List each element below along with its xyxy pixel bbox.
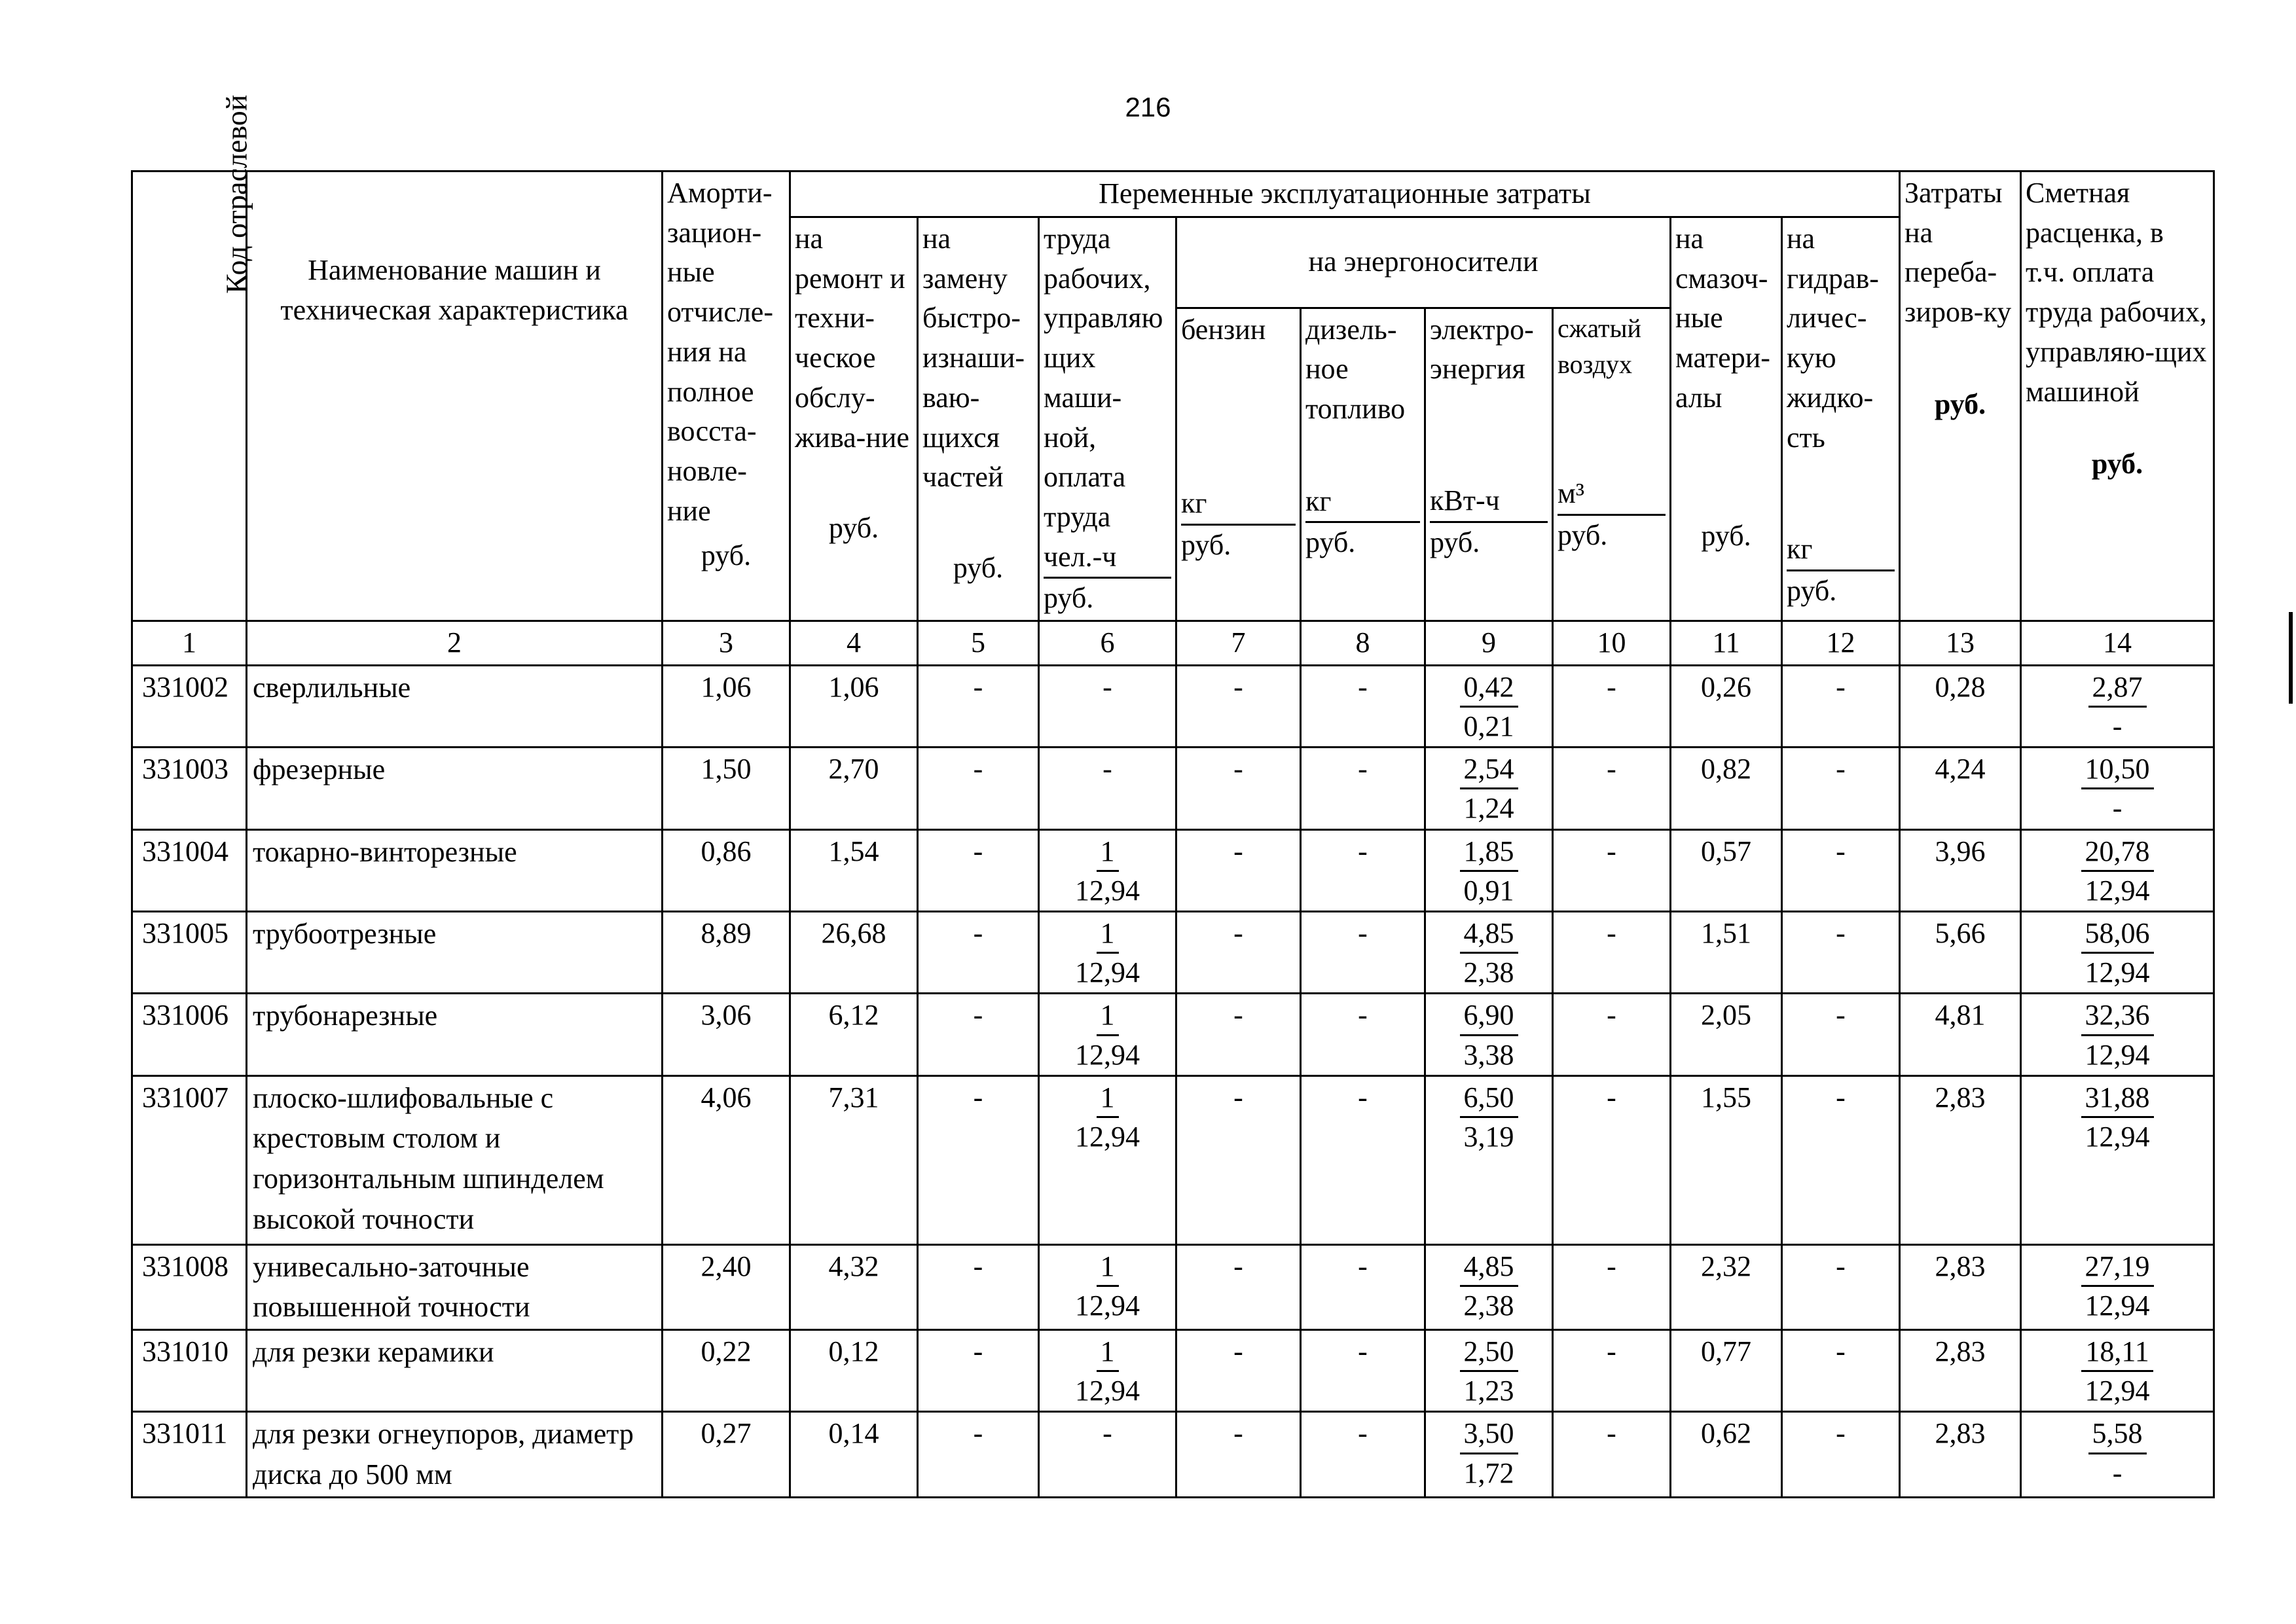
row-labor: - bbox=[1039, 665, 1176, 747]
row-electric: $\frac{2,50}{1,23}$ bbox=[1425, 1329, 1553, 1411]
row-lubricants: 0,26 bbox=[1671, 665, 1782, 747]
row-name: токарно-винторезные bbox=[247, 829, 663, 911]
row-labor: $\frac{1}{12,94}$ bbox=[1039, 829, 1176, 911]
row-petrol: - bbox=[1176, 1075, 1301, 1244]
header-air: сжатый воздух м³ руб. bbox=[1553, 308, 1671, 621]
row-lubricants: 2,32 bbox=[1671, 1244, 1782, 1329]
row-relocation: 3,96 bbox=[1900, 829, 2021, 911]
row-relocation: 5,66 bbox=[1900, 912, 2021, 994]
row-lubricants: 2,05 bbox=[1671, 994, 1782, 1075]
row-estimate: $\frac{32,36}{12,94}$ bbox=[2021, 994, 2214, 1075]
table-row bbox=[132, 1412, 2214, 1497]
row-electric: $\frac{4,85}{2,38}$ bbox=[1425, 1244, 1553, 1329]
row-lubricants: 1,55 bbox=[1671, 1075, 1782, 1244]
row-parts: - bbox=[918, 748, 1039, 829]
row-air: - bbox=[1553, 748, 1671, 829]
row-hydraulic: - bbox=[1782, 1412, 1900, 1497]
row-lubricants: 0,77 bbox=[1671, 1329, 1782, 1411]
row-estimate: $\frac{58,06}{12,94}$ bbox=[2021, 912, 2214, 994]
row-labor: - bbox=[1039, 748, 1176, 829]
row-parts: - bbox=[918, 665, 1039, 747]
row-amortization: 4,06 bbox=[663, 1075, 790, 1244]
row-parts: - bbox=[918, 994, 1039, 1075]
row-code: 331002 bbox=[132, 665, 247, 747]
row-amortization: 8,89 bbox=[663, 912, 790, 994]
row-amortization: 1,50 bbox=[663, 748, 790, 829]
row-hydraulic: - bbox=[1782, 912, 1900, 994]
row-lubricants: 0,62 bbox=[1671, 1412, 1782, 1497]
row-amortization: 0,86 bbox=[663, 829, 790, 911]
row-electric: $\frac{1,85}{0,91}$ bbox=[1425, 829, 1553, 911]
row-diesel: - bbox=[1301, 1329, 1425, 1411]
row-hydraulic: - bbox=[1782, 1244, 1900, 1329]
row-name: фрезерные bbox=[247, 748, 663, 829]
row-air: - bbox=[1553, 912, 1671, 994]
row-relocation: 2,83 bbox=[1900, 1244, 2021, 1329]
row-air: - bbox=[1553, 665, 1671, 747]
row-repair: 4,32 bbox=[790, 1244, 918, 1329]
row-repair: 0,14 bbox=[790, 1412, 918, 1497]
table-row bbox=[132, 748, 2214, 829]
row-lubricants: 1,51 bbox=[1671, 912, 1782, 994]
row-estimate: $\frac{20,78}{12,94}$ bbox=[2021, 829, 2214, 911]
row-air: - bbox=[1553, 829, 1671, 911]
row-hydraulic: - bbox=[1782, 829, 1900, 911]
row-air: - bbox=[1553, 1412, 1671, 1497]
row-electric: $\frac{2,54}{1,24}$ bbox=[1425, 748, 1553, 829]
row-hydraulic: - bbox=[1782, 748, 1900, 829]
row-repair: 1,54 bbox=[790, 829, 918, 911]
row-electric: $\frac{6,90}{3,38}$ bbox=[1425, 994, 1553, 1075]
row-amortization: 0,22 bbox=[663, 1329, 790, 1411]
row-petrol: - bbox=[1176, 994, 1301, 1075]
row-repair: 7,31 bbox=[790, 1075, 918, 1244]
row-name: для резки огнеупоров, диаметр диска до 500 мм bbox=[247, 1412, 663, 1497]
row-petrol: - bbox=[1176, 748, 1301, 829]
row-amortization: 3,06 bbox=[663, 994, 790, 1075]
row-diesel: - bbox=[1301, 829, 1425, 911]
row-code: 331006 bbox=[132, 994, 247, 1075]
header-parts: на замену быстро-изнаши-ваю-щихся частей руб. bbox=[918, 217, 1039, 621]
header-energy: на энергоносители bbox=[1176, 217, 1671, 308]
table-row bbox=[132, 912, 2214, 994]
row-parts: - bbox=[918, 1244, 1039, 1329]
row-petrol: - bbox=[1176, 1244, 1301, 1329]
row-amortization: 0,27 bbox=[663, 1412, 790, 1497]
row-repair: 6,12 bbox=[790, 994, 918, 1075]
header-petrol: бензин кг руб. bbox=[1176, 308, 1301, 621]
header-lubricants: на смазоч-ные матери-алы руб. bbox=[1671, 217, 1782, 621]
row-air: - bbox=[1553, 1075, 1671, 1244]
row-name: трубоотрезные bbox=[247, 912, 663, 994]
row-petrol: - bbox=[1176, 665, 1301, 747]
row-name: унивесально-заточные повышенной точности bbox=[247, 1244, 663, 1329]
row-estimate: $\frac{5,58}{-}$ bbox=[2021, 1412, 2214, 1497]
header-name: Наименование машин и техническая характеристика bbox=[247, 171, 663, 621]
row-air: - bbox=[1553, 994, 1671, 1075]
table-row bbox=[132, 665, 2214, 747]
row-code: 331005 bbox=[132, 912, 247, 994]
row-relocation: 2,83 bbox=[1900, 1075, 2021, 1244]
row-code: 331010 bbox=[132, 1329, 247, 1411]
page-number: 216 bbox=[1125, 92, 1171, 122]
row-labor: $\frac{1}{12,94}$ bbox=[1039, 1329, 1176, 1411]
row-diesel: - bbox=[1301, 994, 1425, 1075]
row-relocation: 4,81 bbox=[1900, 994, 2021, 1075]
row-repair: 26,68 bbox=[790, 912, 918, 994]
row-petrol: - bbox=[1176, 912, 1301, 994]
row-petrol: - bbox=[1176, 1412, 1301, 1497]
row-relocation: 2,83 bbox=[1900, 1329, 2021, 1411]
row-parts: - bbox=[918, 1075, 1039, 1244]
row-estimate: $\frac{31,88}{12,94}$ bbox=[2021, 1075, 2214, 1244]
row-code: 331003 bbox=[132, 748, 247, 829]
row-labor: $\frac{1}{12,94}$ bbox=[1039, 1075, 1176, 1244]
row-hydraulic: - bbox=[1782, 665, 1900, 747]
row-lubricants: 0,57 bbox=[1671, 829, 1782, 911]
header-hydraulic: на гидрав-личес-кую жидко-сть кг руб. bbox=[1782, 217, 1900, 621]
row-repair: 1,06 bbox=[790, 665, 918, 747]
row-petrol: - bbox=[1176, 1329, 1301, 1411]
header-labor: труда рабочих, управляю щих маши-ной, оплата труда чел.-ч руб. bbox=[1039, 217, 1176, 621]
row-hydraulic: - bbox=[1782, 994, 1900, 1075]
row-amortization: 2,40 bbox=[663, 1244, 790, 1329]
row-estimate: $\frac{18,11}{12,94}$ bbox=[2021, 1329, 2214, 1411]
row-relocation: 0,28 bbox=[1900, 665, 2021, 747]
row-diesel: - bbox=[1301, 1075, 1425, 1244]
row-labor: $\frac{1}{12,94}$ bbox=[1039, 912, 1176, 994]
table-row bbox=[132, 1075, 2214, 1244]
table-row bbox=[132, 1329, 2214, 1411]
row-hydraulic: - bbox=[1782, 1075, 1900, 1244]
row-parts: - bbox=[918, 829, 1039, 911]
row-labor: $\frac{1}{12,94}$ bbox=[1039, 1244, 1176, 1329]
header-diesel: дизель-ное топливо кг руб. bbox=[1301, 308, 1425, 621]
row-relocation: 4,24 bbox=[1900, 748, 2021, 829]
row-petrol: - bbox=[1176, 829, 1301, 911]
table-row bbox=[132, 994, 2214, 1075]
column-number-row: 1 2 3 4 5 6 7 8 9 10 11 12 13 14 bbox=[132, 621, 2214, 666]
row-parts: - bbox=[918, 1412, 1039, 1497]
row-diesel: - bbox=[1301, 665, 1425, 747]
row-electric: $\frac{0,42}{0,21}$ bbox=[1425, 665, 1553, 747]
header-relocation: Затраты на переба-зиров-ку руб. bbox=[1900, 171, 2021, 621]
row-electric: $\frac{4,85}{2,38}$ bbox=[1425, 912, 1553, 994]
row-code: 331004 bbox=[132, 829, 247, 911]
row-estimate: $\frac{10,50}{-}$ bbox=[2021, 748, 2214, 829]
header-code: Код отраслевой bbox=[132, 171, 247, 621]
row-parts: - bbox=[918, 912, 1039, 994]
header-electric: электро-энергия кВт-ч руб. bbox=[1425, 308, 1553, 621]
row-lubricants: 0,82 bbox=[1671, 748, 1782, 829]
row-diesel: - bbox=[1301, 912, 1425, 994]
header-variable-costs: Переменные эксплуатационные затраты bbox=[790, 171, 1900, 217]
row-air: - bbox=[1553, 1244, 1671, 1329]
row-electric: $\frac{3,50}{1,72}$ bbox=[1425, 1412, 1553, 1497]
row-labor: - bbox=[1039, 1412, 1176, 1497]
row-name: трубонарезные bbox=[247, 994, 663, 1075]
row-name: сверлильные bbox=[247, 665, 663, 747]
header-estimate: Сметная расценка, в т.ч. оплата труда рабочих, управляю-щих машиной руб. bbox=[2021, 171, 2214, 621]
margin-mark bbox=[2289, 612, 2293, 704]
row-code: 331011 bbox=[132, 1412, 247, 1497]
row-air: - bbox=[1553, 1329, 1671, 1411]
row-diesel: - bbox=[1301, 748, 1425, 829]
row-electric: $\frac{6,50}{3,19}$ bbox=[1425, 1075, 1553, 1244]
row-parts: - bbox=[918, 1329, 1039, 1411]
header-repair: на ремонт и техни-ческое обслу-жива-ние руб. bbox=[790, 217, 918, 621]
row-code: 331008 bbox=[132, 1244, 247, 1329]
row-estimate: $\frac{27,19}{12,94}$ bbox=[2021, 1244, 2214, 1329]
row-relocation: 2,83 bbox=[1900, 1412, 2021, 1497]
row-amortization: 1,06 bbox=[663, 665, 790, 747]
table-row bbox=[132, 1244, 2214, 1329]
row-diesel: - bbox=[1301, 1244, 1425, 1329]
row-hydraulic: - bbox=[1782, 1329, 1900, 1411]
row-code: 331007 bbox=[132, 1075, 247, 1244]
table-row bbox=[132, 829, 2214, 911]
row-repair: 0,12 bbox=[790, 1329, 918, 1411]
row-estimate: $\frac{2,87}{-}$ bbox=[2021, 665, 2214, 747]
row-labor: $\frac{1}{12,94}$ bbox=[1039, 994, 1176, 1075]
header-amortization: Аморти-зацион-ные отчисле-ния на полное восста-новле-ние руб. bbox=[663, 171, 790, 621]
row-diesel: - bbox=[1301, 1412, 1425, 1497]
row-repair: 2,70 bbox=[790, 748, 918, 829]
row-name: для резки керамики bbox=[247, 1329, 663, 1411]
row-name: плоско-шлифовальные с крестовым столом и горизонтальным шпинделем высокой точности bbox=[247, 1075, 663, 1244]
